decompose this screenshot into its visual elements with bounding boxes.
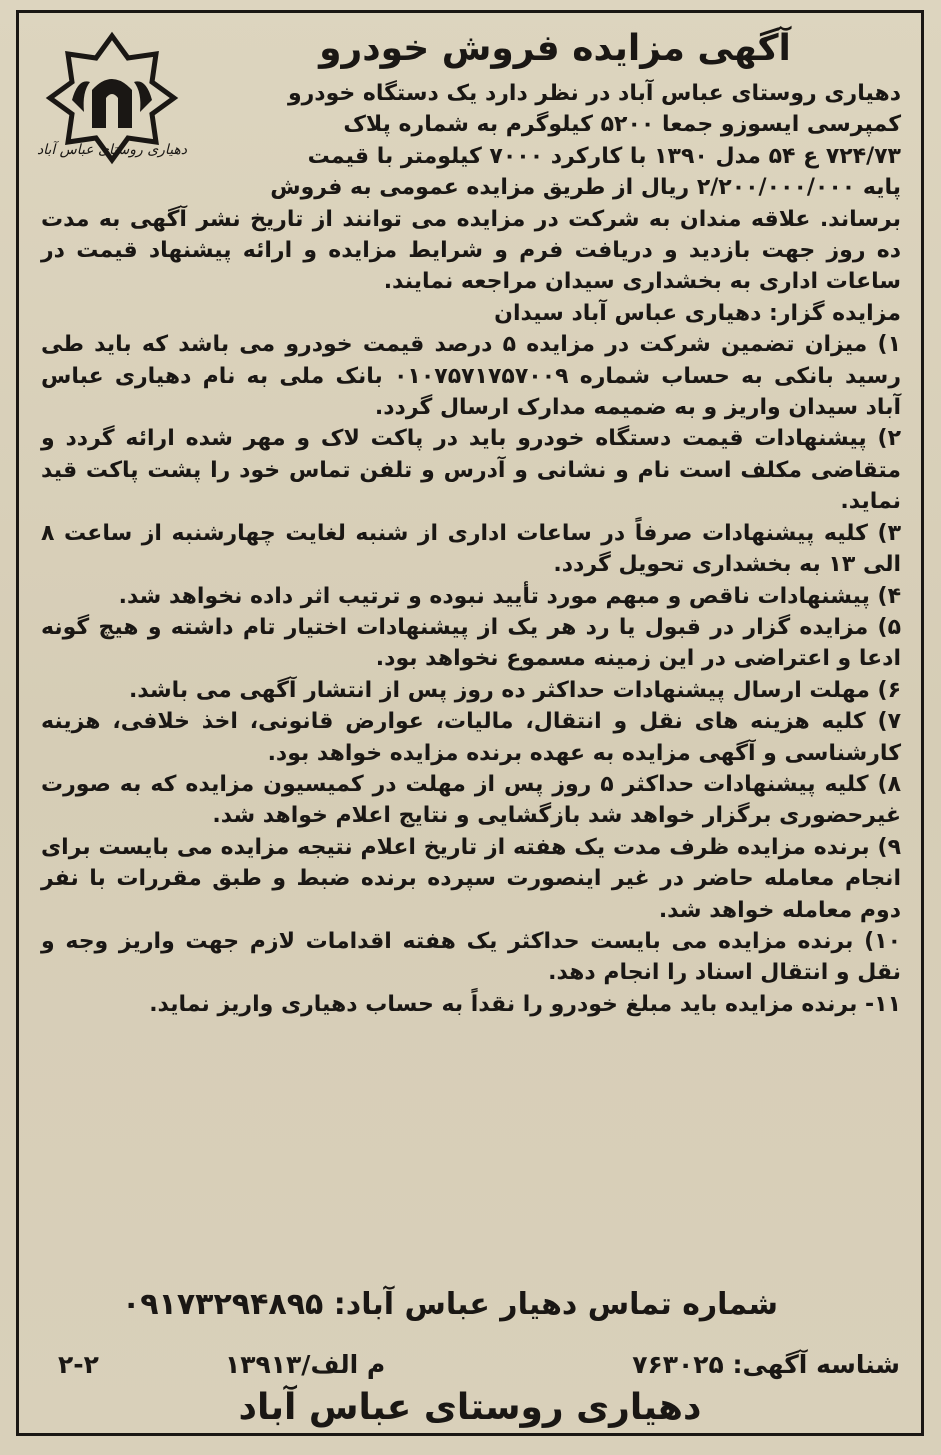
condition-item: ۵) مزایده گزار در قبول یا رد هر یک از پیشنهادات اختیار تام داشته و هیچ گونه ادعا و اعتراضی در این زمینه مسموع نخواهد بود. <box>41 614 901 672</box>
condition-item: ۳) کلیه پیشنهادات صرفاً در ساعات اداری از شنبه لغایت چهارشنبه از ساعت ۸ الی ۱۳ به بخشداری تحویل گردد. <box>41 520 901 578</box>
footer-signature: دهیاری روستای عباس آباد <box>238 1387 702 1428</box>
ad-id: شناسه آگهی: ۷۶۳۰۲۵ <box>632 1350 900 1379</box>
intro-line: پایه ۲/۲۰۰/۰۰۰/۰۰۰ ریال از طریق مزایده عمومی به فروش <box>270 175 901 201</box>
condition-item: ۱) میزان تضمین شرکت در مزایده ۵ درصد قیمت خودرو می باشد که باید طی رسید بانکی به حساب شماره ۰۱۰۷۵۷۱۷۵۷۰۰۹ بانک ملی به نام دهیاری عباس آباد سیدان واریز و به ضمیمه مدارک ارسال گردد. <box>41 332 901 421</box>
condition-item: ۱۰) برنده مزایده می بایست حداکثر یک هفته اقدامات لازم جهت واریز وجه و نقل و انتقال اسناد را انجام دهد. <box>41 928 901 986</box>
intro-line: دهیاری روستای عباس آباد در نظر دارد یک دستگاه خودرو <box>287 81 901 106</box>
ad-body <box>41 78 901 1020</box>
condition-item: ۴) پیشنهادات ناقص و مبهم مورد تأیید نبوده و ترتیب اثر داده نخواهد شد. <box>118 583 901 609</box>
ad-id-line <box>40 1345 900 1385</box>
ad-part: ۲-۲ <box>58 1350 99 1379</box>
contact-phone: شماره تماس دهیار عباس آباد: ۰۹۱۷۳۲۹۴۸۹۵ <box>121 1287 779 1322</box>
ad-reference: ۱۳۹۱۳/م الف <box>225 1350 386 1379</box>
intro-line: کمپرسی ایسوزو جمعا ۵۲۰۰ کیلوگرم به شماره پلاک <box>343 112 901 138</box>
condition-item: ۸) کلیه پیشنهادات حداکثر ۵ روز پس از مهلت در کمیسیون مزایده که به صورت غیرحضوری برگزار خواهد شد بازگشایی و نتایج اعلام خواهد شد. <box>41 771 902 829</box>
ad-title: آگهی مزایده فروش خودرو <box>319 28 791 69</box>
logo-caption: دهیاری روستای عباس آباد <box>36 142 188 158</box>
condition-item: ۲) پیشنهادات قیمت دستگاه خودرو باید در پاکت لاک و مهر شده ارائه گردد و متقاضی مکلف است نام و نشانی و آدرس و تلفن تماس خود را پشت پاکت قید نماید. <box>41 426 901 515</box>
auctioneer-line: مزایده گزار: دهیاری عباس آباد سیدان <box>494 300 901 326</box>
body-paragraph: برساند. علاقه مندان به شرکت در مزایده می توانند از تاریخ نشر آگهی به مدت ده روز جهت بازدید و دریافت فرم و شرایط مزایده و ارائه پیشنهاد قیمت در ساعات اداری به بخشداری سیدان مراجعه نمایند. <box>41 206 901 295</box>
condition-item: ۶) مهلت ارسال پیشنهادات حداکثر ده روز پس از انتشار آگهی می باشد. <box>128 677 901 703</box>
condition-item: ۱۱- برنده مزایده باید مبلغ خودرو را نقداً به حساب دهیاری واریز نماید. <box>149 991 901 1017</box>
condition-item: ۹) برنده مزایده ظرف مدت یک هفته از تاریخ اعلام نتیجه مزایده می بایست برای انجام معامله حاضر در غیر اینصورت سپرده برنده ضبط و طبق مقررات با نفر دوم معامله خواهد شد. <box>41 834 901 923</box>
condition-item: ۷) کلیه هزینه های نقل و انتقال، مالیات، عوارض قانونی، اخذ خلافی، هزینه کارشناسی و آگهی مزایده به عهده برنده مزایده خواهد بود. <box>41 709 901 766</box>
intro-line: ۷۲۴/۷۳ ع ۵۴ مدل ۱۳۹۰ با کارکرد ۷۰۰۰ کیلومتر با قیمت <box>307 143 901 169</box>
